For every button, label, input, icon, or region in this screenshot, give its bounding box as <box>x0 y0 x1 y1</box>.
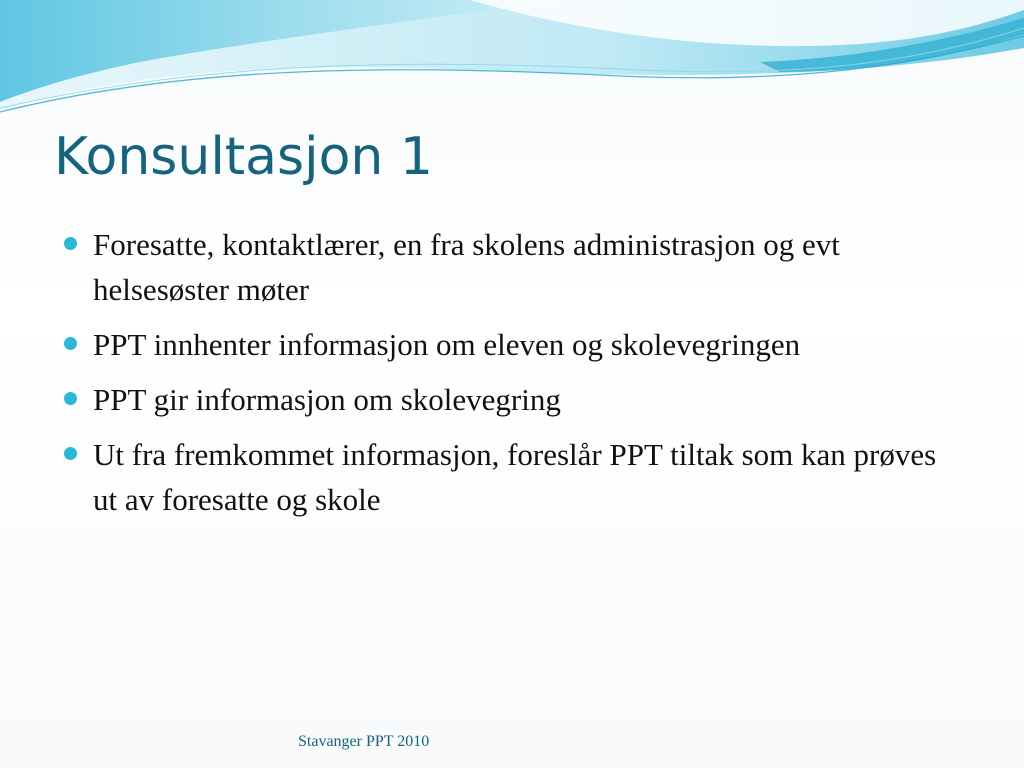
bullet-item <box>64 322 964 367</box>
bullet-dot-icon <box>64 392 77 405</box>
bullet-text: Ut fra fremkommet informasjon, foreslår PPT tiltak som kan prøves ut av foresatte og skole <box>93 437 937 517</box>
bullet-text: PPT innhenter informasjon om eleven og skolevegringen <box>93 327 801 362</box>
bullet-item <box>64 222 964 312</box>
bullet-dot-icon <box>64 447 77 460</box>
slide-title: Konsultasjon 1 <box>54 127 433 187</box>
bullet-dot-icon <box>64 337 77 350</box>
bullet-text: Foresatte, kontaktlærer, en fra skolens administrasjon og evt helsesøster møter <box>93 227 840 307</box>
bullet-item <box>64 377 964 422</box>
bullet-text: PPT gir informasjon om skolevegring <box>93 382 561 417</box>
bullet-dot-icon <box>64 237 77 250</box>
slide-footer: Stavanger PPT 2010 <box>298 733 430 750</box>
bullet-list <box>64 222 964 532</box>
bullet-item <box>64 432 964 522</box>
decorative-wave-header <box>0 0 1024 130</box>
